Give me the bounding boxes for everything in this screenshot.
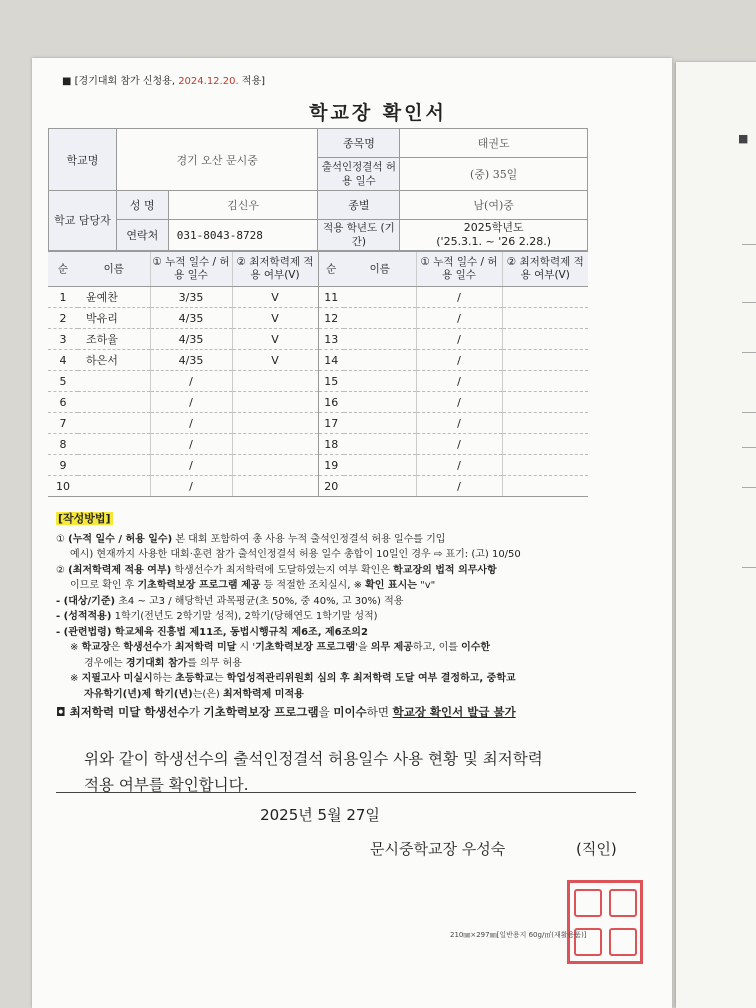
table-row [48,455,588,476]
name-label: 성 명 [116,191,168,220]
instruction-bold: 지필고사 미실시 [81,673,153,684]
absence-days: / [416,434,502,455]
instruction-text: 초4 ~ 고3 / 해당학년 과목평균(초 50%, 중 40%, 고 30%) 적용 [115,595,404,607]
min-achievement-check: V [232,350,318,371]
instruction-text: 은 [110,642,124,653]
instruction-text: 하고, 이를 [412,642,462,653]
row-number: 10 [48,476,78,497]
student-name [78,476,150,497]
instruction-text: 경우에는 [84,657,126,669]
confirmation-text [84,746,644,798]
row-number: 18 [318,434,344,455]
next-page-line [742,352,756,353]
absence-days: 3/35 [150,287,232,308]
sport-value: 태권도 [400,129,588,158]
min-achievement-check [502,308,588,329]
row-number: 15 [318,371,344,392]
instruction-bold: 의무 제공 [370,642,413,653]
instruction-text: ※ [70,642,82,653]
absence-days: / [416,413,502,434]
row-number: 1 [48,287,78,308]
instruction-text: "v" [416,580,436,591]
min-achievement-check [232,392,318,413]
warning-text: 가 [188,705,204,719]
table-row [48,350,588,371]
header-name: 이름 [344,252,416,287]
instructions-tag: [작성방법] [58,512,111,525]
instruction-bold: 확인 표시는 [365,580,417,591]
next-page-line [742,302,756,303]
school-info-table [48,128,588,251]
absence-days: / [150,476,232,497]
next-page-line [742,412,756,413]
table-row [48,329,588,350]
row-number: 3 [48,329,78,350]
student-name [78,455,150,476]
instruction-bold: 학교장의 법적 의무사항 [393,564,497,576]
row-number: 13 [318,329,344,350]
row-number: 9 [48,455,78,476]
sport-label: 종목명 [318,129,400,158]
seal-glyph [609,889,637,917]
next-page-edge [676,62,756,1008]
student-name [344,371,416,392]
next-page-line [742,244,756,245]
student-name [78,371,150,392]
instruction-bold: 자유학기(년)제 학기(년) [84,688,193,700]
min-achievement-check [502,413,588,434]
header-days: ① 누적 일수 / 허용 일수 [150,252,232,287]
instruction-bold: (누적 일수 / 허용 일수) [68,533,173,545]
student-name [344,287,416,308]
instruction-text: 등 적절한 조치실시, ※ [260,580,366,591]
instruction-bold: 하고, 중학교 [460,673,516,684]
instruction-bold: (최저학력제 적용 여부) [68,564,172,576]
header-no: 순 [318,252,344,287]
issue-date: 2025년 5월 27일 [260,806,380,824]
absence-days: 4/35 [150,350,232,371]
min-achievement-check [232,371,318,392]
header-note-date: 2024.12.20. [178,76,239,87]
row-number: 5 [48,371,78,392]
absence-days: / [150,371,232,392]
official-seal [567,880,643,964]
instruction-text: 시 ' [236,642,256,653]
instruction-bold: 학생선수 [123,642,163,653]
instruction-bold: - (성적적용) [56,611,112,622]
min-achievement-check [502,476,588,497]
min-achievement-check [502,350,588,371]
instruction-bold: 이수한 [461,642,491,653]
row-number: 8 [48,434,78,455]
year-period: ('25.3.1. ~ '26 2.28.) [436,235,552,248]
table-row [48,476,588,497]
instruction-text: 는(은) [192,688,224,700]
warning-text: 미이수 [333,705,367,719]
school-label: 학교명 [49,129,117,191]
seal-note: (직인) [576,840,617,858]
instruction-bold: 학교장 [81,642,111,653]
student-name [344,455,416,476]
student-name: 조하율 [78,329,150,350]
instruction-bold: 기초학력보장 프로그램 [255,642,356,653]
table-row [48,287,588,308]
header-note [62,72,265,87]
warning-text: ◘ 최저학력 미달 학생선수 [56,705,189,719]
student-name: 윤예찬 [78,287,150,308]
gender-value: 남(여)중 [400,191,588,220]
table-row [48,371,588,392]
year-cell [400,220,588,251]
student-name [344,329,416,350]
student-name [78,434,150,455]
min-achievement-check [502,392,588,413]
warning-text: 학교장 확인서 발급 불가 [392,705,516,719]
min-achievement-check [502,455,588,476]
row-number: 16 [318,392,344,413]
confirmation-line: 적용 여부를 확인합니다. [84,776,249,794]
row-number: 2 [48,308,78,329]
instruction-text: 본 대회 포함하여 총 사용 누적 출석인정결석 허용 일수를 기입 [172,533,446,545]
min-achievement-check [232,413,318,434]
instruction-bold: - (대상/기준) [56,595,116,607]
header-days: ① 누적 일수 / 허용 일수 [416,252,502,287]
header-min: ② 최저학력제 적용 여부(V) [232,252,318,287]
instruction-bold: 학교체육 진흥법 제11조, 동법시행규칙 제6조, 제6조의2 [111,626,368,638]
row-number: 14 [318,350,344,371]
absence-days: 4/35 [150,329,232,350]
min-achievement-check: V [232,308,318,329]
writing-instructions [56,511,636,721]
absence-days: / [416,308,502,329]
header-name: 이름 [78,252,150,287]
absence-days: / [416,455,502,476]
row-number: 7 [48,413,78,434]
instruction-text: 는 [213,673,227,684]
warning-text: 하면 [366,705,393,719]
row-number: 11 [318,287,344,308]
student-name [344,308,416,329]
instruction-text: 하는 [152,673,176,684]
row-number: 12 [318,308,344,329]
table-row [48,392,588,413]
paper-spec: 210㎜×297㎜[일반용지 60g/㎡(재활용품)] [450,931,587,939]
instruction-bold: 경기대회 참가 [125,657,188,669]
min-achievement-check [502,329,588,350]
instruction-text: '을 [355,642,371,653]
instruction-text: 가 [162,642,175,653]
next-page-line [742,447,756,448]
header-note-suffix: 적용] [238,76,266,87]
student-list-table [48,251,588,497]
absence-days: / [416,329,502,350]
name-value: 김신우 [168,191,318,220]
min-achievement-check [502,371,588,392]
year-label: 적용 학년도 (기간) [318,220,400,251]
student-name [78,413,150,434]
absence-label: 출석인정결석 허용 일수 [318,158,400,191]
instruction-bold: - (관련법령) [56,626,112,638]
instruction-bold: 최저학력 미달 [174,642,237,653]
next-page-line [742,487,756,488]
seal-glyph [574,889,602,917]
student-name: 하은서 [78,350,150,371]
confirmation-line: 위와 같이 학생선수의 출석인정결석 허용일수 사용 현황 및 최저학력 [84,750,543,768]
absence-days: 4/35 [150,308,232,329]
absence-days: / [150,392,232,413]
table-row [48,308,588,329]
student-name [78,392,150,413]
min-achievement-check: V [232,329,318,350]
student-name [344,434,416,455]
absence-days: / [416,476,502,497]
absence-days: / [150,455,232,476]
year-value: 2025학년도 [463,221,524,234]
min-achievement-check [502,434,588,455]
header-note-prefix: ■ [경기대회 참가 신청용, [62,76,179,87]
min-achievement-check [232,476,318,497]
row-number: 6 [48,392,78,413]
warning-text: 을 [318,705,334,719]
instruction-text: ※ [70,673,82,684]
school-value: 경기 오산 문시중 [116,129,318,191]
absence-days: / [416,392,502,413]
instruction-text: 이므로 확인 후 [70,580,138,591]
row-number: 4 [48,350,78,371]
row-number: 17 [318,413,344,434]
instruction-bold: 기초학력보장 프로그램 제공 [137,580,261,591]
absence-days: / [150,413,232,434]
student-name [344,350,416,371]
row-number: 20 [318,476,344,497]
instruction-bold: 최저학력제 미적용 [223,688,304,700]
absence-value: (중) 35일 [400,158,588,191]
next-page-line [742,567,756,568]
absence-days: / [416,350,502,371]
row-number: 19 [318,455,344,476]
absence-days: / [150,434,232,455]
student-name [344,476,416,497]
document-title: 학교장 확인서 [309,102,447,124]
instruction-text: 를 의무 허용 [187,657,242,669]
warning-line [56,705,636,721]
header-no: 순 [48,252,78,287]
header-min: ② 최저학력제 적용 여부(V) [502,252,588,287]
min-achievement-check: V [232,287,318,308]
principal-signature: 문시중학교장 우성숙 [370,840,506,858]
instruction-bold: 학업성적관리위원회 심의 후 최저학력 도달 여부 결정 [226,673,461,684]
table-row [48,413,588,434]
gender-label: 종별 [318,191,400,220]
min-achievement-check [502,287,588,308]
absence-days: / [416,287,502,308]
contact-value: 031-8043-8728 [168,220,318,251]
seal-glyph [609,928,637,956]
student-name: 박유리 [78,308,150,329]
instruction-text: 학생선수가 최저학력에 도달하였는지 여부 확인은 [171,564,394,576]
instruction-bold: 초등학교 [175,673,214,684]
manager-label: 학교 담당자 [49,191,117,251]
absence-days: / [416,371,502,392]
min-achievement-check [232,455,318,476]
table-row [48,434,588,455]
instruction-text: ① [56,533,65,545]
min-achievement-check [232,434,318,455]
warning-text: 기초학력보장 프로그램 [203,705,319,719]
student-name [344,413,416,434]
contact-label: 연락처 [116,220,168,251]
next-page-bullet: ■ [738,132,749,145]
instruction-text: 예시) 현재까지 사용한 대회·훈련 참가 출석인정결석 허용 일수 총합이 10일인 경우 ⇨ 표기: (고) 10/50 [70,549,521,560]
instruction-text: 1학기(전년도 2학기말 성적), 2학기(당해연도 1학기말 성적) [111,611,378,622]
instruction-text: ② [56,564,65,576]
student-name [344,392,416,413]
